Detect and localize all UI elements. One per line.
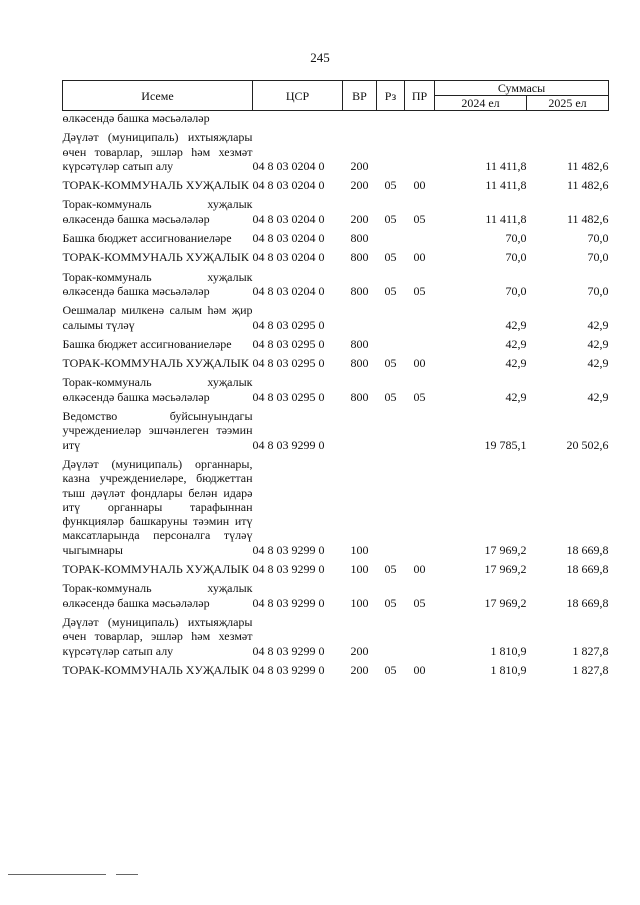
table-row [63,658,609,677]
row-pr: 00 [413,178,426,193]
row-code [253,111,343,126]
row-sum-2024: 11 411,8 [485,178,527,193]
row-sum-2025: 1 827,8 [572,643,609,658]
row-pr: 00 [413,662,426,677]
row-vr [343,404,377,452]
row-pr [405,452,435,557]
row-name: Торак-коммуналь хуҗалык өлкәсендә башка мәсьәләләр [62,197,253,226]
table-row [63,298,609,332]
row-code: 04 8 03 9299 0 [252,562,325,577]
row-code: 04 8 03 9299 0 [252,595,325,610]
row-sum-2024: 42,9 [505,336,527,351]
row-sum-2025: 11 482,6 [566,158,609,173]
row-pr: 05 [413,283,426,298]
row-rz [377,452,405,557]
header-sums: Суммасы [435,81,609,96]
row-sum-2024: 1 810,9 [490,643,527,658]
row-rz [377,111,405,126]
row-vr: 100 [350,562,369,577]
page-number: 245 [310,50,330,65]
row-code: 04 8 03 9299 0 [252,662,325,677]
row-vr: 100 [350,595,369,610]
row-sum-2024 [435,111,527,126]
row-name: Дәүләт (муниципаль) ихтыяҗлары өчен товарлар, эшләр һәм хезмәт күрсәтүләр сатып алу [62,130,253,173]
row-sum-2024: 42,9 [505,317,527,332]
row-name: ТОРАК-КОММУНАЛЬ ХУҖАЛЫК [62,562,249,577]
row-sum-2024: 19 785,1 [484,437,527,452]
row-code: 04 8 03 0204 0 [252,158,325,173]
row-code: 04 8 03 0204 0 [252,178,325,193]
row-rz: 05 [384,595,397,610]
row-sum-2024: 70,0 [505,231,527,246]
row-pr [405,226,435,245]
row-sum-2024: 17 969,2 [484,562,527,577]
row-rz: 05 [384,389,397,404]
header-name: Исеме [63,81,253,111]
row-name: Ведомство буйсынуындагы учреждениеләр эшчәнлеген тәэмин итү [62,409,253,452]
row-sum-2025: 70,0 [587,250,609,265]
header-rz: Рз [377,81,405,111]
row-sum-2025: 1 827,8 [572,662,609,677]
row-code: 04 8 03 0204 0 [252,231,325,246]
row-vr: 200 [350,178,369,193]
row-sum-2024: 70,0 [505,283,527,298]
row-sum-2024: 11 411,8 [485,211,527,226]
row-rz [377,226,405,245]
footer-line [8,874,106,875]
row-sum-2025: 18 669,8 [566,595,609,610]
row-pr [405,111,435,126]
header-code: ЦСР [253,81,343,111]
row-code: 04 8 03 0295 0 [252,356,325,371]
table-row [63,192,609,226]
row-name: Башка бюджет ассигнованиеләре [62,336,232,351]
row-rz [377,610,405,658]
table-row [63,111,609,126]
row-pr: 05 [413,211,426,226]
row-code: 04 8 03 9299 0 [252,643,325,658]
row-sum-2025: 42,9 [587,336,609,351]
table-row [63,245,609,264]
row-sum-2025: 20 502,6 [566,437,609,452]
row-vr: 100 [350,542,369,557]
row-name: Торак-коммуналь хуҗалык өлкәсендә башка мәсьәләләр [62,269,253,298]
row-pr [405,298,435,332]
table-row [63,370,609,404]
row-code: 04 8 03 9299 0 [252,542,325,557]
footer-line-short [116,874,138,875]
row-sum-2025: 11 482,6 [566,178,609,193]
row-vr: 800 [350,283,369,298]
row-rz: 05 [384,662,397,677]
row-rz [377,125,405,173]
row-pr: 00 [413,250,426,265]
row-name: Торак-коммуналь хуҗалык өлкәсендә башка мәсьәләләр [62,375,253,404]
row-code: 04 8 03 0204 0 [252,211,325,226]
table-row [63,173,609,192]
row-rz [377,332,405,351]
row-vr: 800 [350,250,369,265]
row-name: ТОРАК-КОММУНАЛЬ ХУҖАЛЫК [62,178,249,193]
row-sum-2024: 70,0 [505,250,527,265]
row-sum-2024: 17 969,2 [484,542,527,557]
row-name: Дәүләт (муниципаль) органнары, казна учреждениеләре, бюджеттан тыш дәүләт фондлары белән идарә итү органнары тарафыннан функцияләр башкаруны тәэмин итү максатларында персоналга түләү чыгымнары [62,456,253,557]
row-name: өлкәсендә башка мәсьәләләр [62,111,210,125]
row-vr: 800 [350,356,369,371]
table-header [63,81,609,111]
row-pr: 00 [413,562,426,577]
row-sum-2025: 70,0 [587,283,609,298]
row-sum-2025: 18 669,8 [566,562,609,577]
row-vr: 800 [350,389,369,404]
row-pr: 05 [413,595,426,610]
row-code: 04 8 03 0204 0 [252,283,325,298]
table-row [63,452,609,557]
row-vr: 800 [350,336,369,351]
row-code: 04 8 03 0295 0 [252,389,325,404]
row-name: ТОРАК-КОММУНАЛЬ ХУҖАЛЫК [62,662,249,677]
budget-table [62,80,609,677]
row-sum-2025 [527,111,609,126]
row-name: Торак-коммуналь хуҗалык өлкәсендә башка мәсьәләләр [62,581,253,610]
table-body [63,111,609,678]
table-row [63,351,609,370]
row-pr [405,610,435,658]
table-row [63,557,609,576]
row-vr: 200 [350,643,369,658]
row-pr [405,404,435,452]
row-sum-2025: 42,9 [587,389,609,404]
header-year-2025: 2025 ел [527,96,609,111]
header-pr: ПР [405,81,435,111]
row-sum-2024: 11 411,8 [485,158,527,173]
row-rz: 05 [384,250,397,265]
row-name: Башка бюджет ассигнованиеләре [62,231,232,246]
row-sum-2025: 42,9 [587,317,609,332]
row-name: Дәүләт (муниципаль) ихтыяҗлары өчен товарлар, эшләр һәм хезмәт күрсәтүләр сатып алу [62,614,253,658]
row-vr: 200 [350,662,369,677]
row-rz [377,298,405,332]
row-sum-2024: 42,9 [505,356,527,371]
table-row [63,265,609,299]
row-sum-2024: 42,9 [505,389,527,404]
row-vr [343,298,377,332]
row-sum-2025: 42,9 [587,356,609,371]
row-sum-2025: 18 669,8 [566,542,609,557]
row-sum-2025: 70,0 [587,231,609,246]
row-vr [343,111,377,126]
row-rz: 05 [384,562,397,577]
table-row [63,610,609,658]
table-row [63,576,609,610]
row-rz: 05 [384,178,397,193]
row-name: ТОРАК-КОММУНАЛЬ ХУҖАЛЫК [62,250,249,265]
header-vr: ВР [343,81,377,111]
row-vr: 800 [350,231,369,246]
row-pr: 05 [413,389,426,404]
row-rz: 05 [384,283,397,298]
table-row [63,226,609,245]
row-sum-2025: 11 482,6 [566,211,609,226]
row-name: Оешмалар милкенә салым һәм җир салымы түләү [62,303,253,332]
row-sum-2024: 17 969,2 [484,595,527,610]
row-code: 04 8 03 0204 0 [252,250,325,265]
row-sum-2024: 1 810,9 [490,662,527,677]
row-vr: 200 [350,211,369,226]
row-pr: 00 [413,356,426,371]
row-name: ТОРАК-КОММУНАЛЬ ХУҖАЛЫК [62,356,249,371]
row-vr: 200 [350,158,369,173]
table-row [63,332,609,351]
table-row [63,404,609,452]
row-rz [377,404,405,452]
header-year-2024: 2024 ел [435,96,527,111]
row-rz: 05 [384,211,397,226]
row-code: 04 8 03 0295 0 [252,336,325,351]
row-code: 04 8 03 0295 0 [252,317,325,332]
row-rz: 05 [384,356,397,371]
table-row [63,125,609,173]
row-pr [405,125,435,173]
row-pr [405,332,435,351]
row-code: 04 8 03 9299 0 [252,437,325,452]
